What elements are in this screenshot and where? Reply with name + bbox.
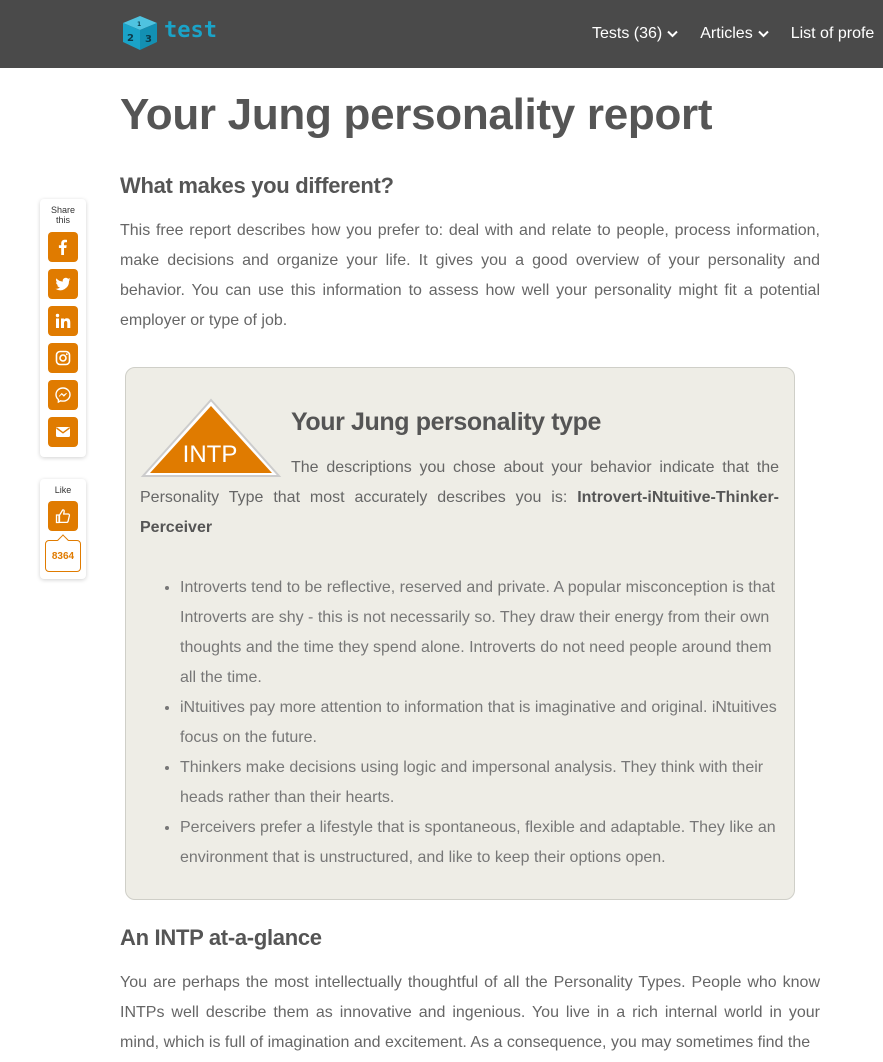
thumbs-up-icon [55,508,71,524]
share-label: Share this [50,205,76,225]
messenger-icon [55,387,71,403]
facebook-icon [55,239,71,255]
trait-intuitive: • iNtuitives pay more attention to information that is imaginative and original. iNtuitives focus on the future. [180,693,780,753]
jung-desc-text: The descriptions you chose about your behavior indicate that the Personality Type that most accurately describes you is: [140,459,779,506]
nav-tests[interactable] [592,25,678,43]
linkedin-icon [55,313,71,329]
chevron-down-icon [758,30,769,38]
like-label: Like [54,485,72,495]
svg-text:1: 1 [137,21,142,28]
intro-paragraph: This free report describes how you prefer to: deal with and relate to people, process information, make decisions and organize your life. It gives you a good overview of your personality and behavior. You can use this information to assess how well your personality might fit a potential employer or type of job. [120,222,820,329]
like-count-badge: 8364 [45,540,81,572]
section-heading-different: What makes you different? [120,173,394,198]
logo-text: test [164,17,217,43]
main-nav [592,0,874,68]
nav-tests-label: Tests (36) [592,25,663,42]
email-icon [55,424,71,440]
like-button[interactable] [48,501,78,531]
chevron-down-icon [667,30,678,38]
nav-articles-label: Articles [700,25,753,42]
twitter-icon [55,276,71,292]
svg-text:2: 2 [127,33,134,44]
jung-type-description [140,453,779,543]
share-twitter-button[interactable] [48,269,78,299]
dice-logo-icon [120,14,160,52]
top-navigation-bar [0,0,883,68]
share-facebook-button[interactable] [48,232,78,262]
share-linkedin-button[interactable] [48,306,78,336]
instagram-icon [55,350,71,366]
nav-list-label: List of profe [790,25,875,42]
trait-perceiver: • Perceivers prefer a lifestyle that is spontaneous, flexible and adaptable. They like an environment that is unstructured, and like to keep their options open. [180,813,780,873]
svg-text:3: 3 [145,34,152,45]
trait-thinker: • Thinkers make decisions using logic and impersonal analysis. They think with their heads rather than their hearts. [180,753,780,813]
nav-articles[interactable] [700,25,768,43]
section-heading-at-a-glance: An INTP at-a-glance [120,925,322,950]
traits-list [140,573,780,873]
at-a-glance-paragraph: You are perhaps the most intellectually thoughtful of all the Personality Types. People who know INTPs well describe them as innovative and ingenious. You live in a rich internal world in your mind, which is full of imagination and excitement. As a consequence, you may sometimes find the [120,974,820,1051]
jung-type-title: Your Jung personality type [291,408,602,436]
jung-type-name: Introvert-iNtuitive-Thinker-Perceiver [140,489,779,536]
share-instagram-button[interactable] [48,343,78,373]
share-email-button[interactable] [48,417,78,447]
share-messenger-button[interactable] [48,380,78,410]
page-title: Your Jung personality report [120,90,713,139]
trait-introvert: • Introverts tend to be reflective, reserved and private. A popular misconception is that Introverts are shy - this is not necessarily so. They draw their energy from their own thoughts and the time they spend alone. Introverts do not need people around them all the time. [180,573,780,693]
nav-list-of-professions[interactable] [791,25,875,43]
site-logo[interactable] [120,14,217,52]
badge-label: INTP [182,441,238,468]
